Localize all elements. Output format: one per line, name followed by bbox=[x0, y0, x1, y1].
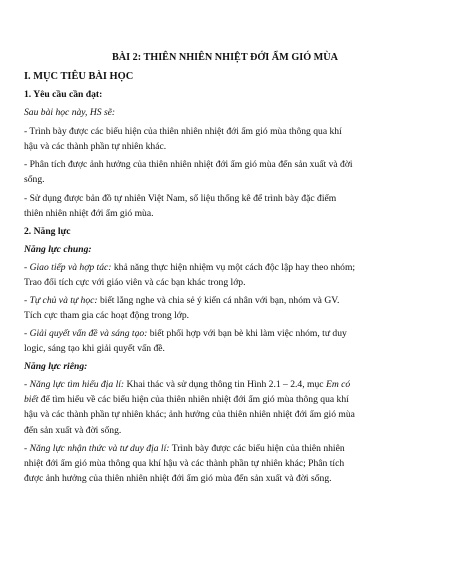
specific-item-2-label: - Năng lực nhận thức và tư duy địa lí: bbox=[24, 443, 170, 454]
specific-item-2-line-3: được ảnh hưởng của thiên nhiên nhiệt đới ẩm gió mùa đến sản xuất và đời sống. bbox=[24, 473, 332, 484]
general-item-2-label: - Tự chủ và tự học: bbox=[24, 295, 98, 306]
general-item-2-text: biết lắng nghe và chia sẻ ý kiến cá nhân với bạn, nhóm và GV. bbox=[97, 295, 340, 306]
intro-line: Sau bài học này, HS sẽ: bbox=[24, 107, 116, 118]
subheading-requirements: 1. Yêu cầu cần đạt: bbox=[24, 89, 103, 100]
specific-item-1-line-2 bbox=[24, 394, 434, 406]
general-item-3-label: - Giải quyết vấn đề và sáng tạo: bbox=[24, 328, 148, 339]
requirement-1-line-1: - Trình bày được các biểu hiện của thiên nhiên nhiệt đới ẩm gió mùa thông qua khí bbox=[24, 126, 342, 137]
specific-item-1-text: Khai thác và sử dụng thông tin Hình 2.1 – 2.4, mục bbox=[124, 379, 326, 390]
general-item-1-text: khả năng thực hiện nhiệm vụ một cách độc lập hay theo nhóm; bbox=[111, 262, 356, 273]
specific-item-2-line-2: nhiệt đới ẩm gió mùa thông qua khí hậu và các thành phần tự nhiên khác; Phân tích bbox=[24, 458, 345, 469]
general-item-2 bbox=[24, 295, 434, 307]
specific-item-1-em: Em có bbox=[325, 379, 351, 390]
requirement-3-line-1: - Sử dụng được bản đồ tự nhiên Việt Nam, số liệu thống kê để trình bày đặc điểm bbox=[24, 193, 337, 204]
specific-item-2-text: Trình bày được các biểu hiện của thiên nhiên bbox=[169, 443, 345, 454]
requirement-2-line-1: - Phân tích được ảnh hưởng của thiên nhiên nhiệt đới ẩm gió mùa đến sản xuất và đời bbox=[24, 159, 353, 170]
specific-competency-heading: Năng lực riêng: bbox=[24, 361, 88, 372]
general-item-3 bbox=[24, 328, 434, 340]
specific-item-2 bbox=[24, 443, 434, 455]
general-item-1-cont: Trao đổi tích cực với giáo viên và các bạn khác trong lớp. bbox=[24, 277, 246, 288]
general-item-2-cont: Tích cực tham gia các hoạt động trong lớp. bbox=[24, 310, 190, 321]
general-item-3-text: biết phối hợp với bạn bè khi làm việc nhóm, tư duy bbox=[147, 328, 347, 339]
general-item-1-label: - Giao tiếp và hợp tác: bbox=[24, 262, 112, 273]
specific-item-1-line-3: hậu và các thành phần tự nhiên khác; ảnh hưởng của thiên nhiên nhiệt đới ẩm gió mùa bbox=[24, 409, 355, 420]
requirement-2-line-2: sống. bbox=[24, 174, 45, 185]
lesson-title: BÀI 2: THIÊN NHIÊN NHIỆT ĐỚI ẨM GIÓ MÙA bbox=[111, 52, 339, 63]
requirement-1-line-2: hậu và các thành phần tự nhiên khác. bbox=[24, 141, 167, 152]
specific-item-1-label: - Năng lực tìm hiểu địa lí: bbox=[24, 379, 125, 390]
general-item-3-cont: logic, sáng tạo khi giải quyết vấn đề. bbox=[24, 343, 165, 354]
general-item-1 bbox=[24, 262, 434, 274]
specific-item-1-line-2-em: biết bbox=[24, 394, 39, 405]
subheading-competencies: 2. Năng lực bbox=[24, 226, 71, 237]
general-competency-heading: Năng lực chung: bbox=[24, 244, 92, 255]
specific-item-1 bbox=[24, 379, 434, 391]
requirement-3-line-2: thiên nhiên nhiệt đới ẩm gió mùa. bbox=[24, 208, 154, 219]
specific-item-1-line-4: đến sản xuất và đời sống. bbox=[24, 425, 122, 436]
section-heading-objectives: I. MỤC TIÊU BÀI HỌC bbox=[24, 71, 134, 82]
specific-item-1-line-2-text: để tìm hiểu về các biểu hiện của thiên nhiên nhiệt đới ẩm gió mùa thông qua khí bbox=[38, 394, 349, 405]
